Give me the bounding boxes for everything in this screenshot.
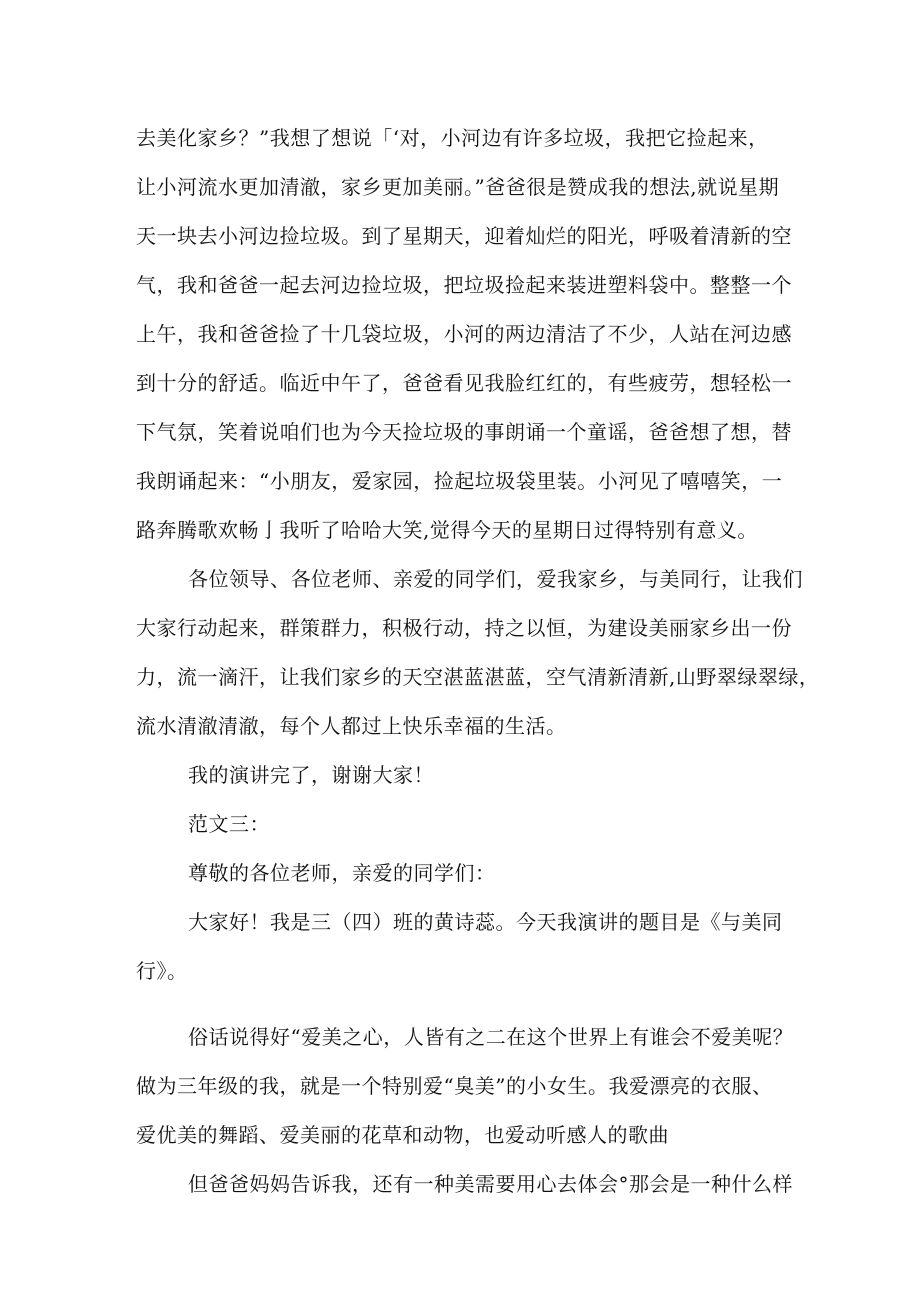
paragraph-start-line: 但爸爸妈妈告诉我，还有一种美需要用心去体会°那会是一种什么样	[188, 1172, 793, 1196]
text-line: 去美化家乡？”我想了想说「‘对，小河边有许多垃圾，我把它捡起来，	[136, 126, 769, 150]
text-line: 到十分的舒适。临近中午了，爸爸看见我脸红红的，有些疲劳，想轻松一	[136, 371, 792, 395]
text-line: 做为三年级的我，就是一个特别爱“臭美”的小女生。我爱漂亮的衣服、	[136, 1074, 773, 1098]
text-line: 天一块去小河边捡垃圾。到了星期天，迎着灿烂的阳光，呼吸着清新的空	[136, 224, 792, 248]
text-line: 让小河流水更加清澈，家乡更加美丽。”爸爸很是赞成我的想法,就说星期	[136, 175, 780, 199]
text-line: 上午，我和爸爸捡了十几袋垃圾，小河的两边清洁了不少，人站在河边感	[136, 322, 792, 346]
paragraph-start-line: 各位领导、各位老师、亲爱的同学们，爱我家乡，与美同行，让我们	[188, 567, 803, 591]
text-line: 大家行动起来，群策群力，积极行动，持之以恒，为建设美丽家乡出一份	[136, 616, 792, 640]
text-line: 下气氛，笑着说咱们也为今天捡垃圾的事朗诵一个童谣，爸爸想了想，替	[136, 420, 792, 444]
text-line: 行》。	[136, 959, 188, 983]
text-line: 力，流一滴汗，让我们家乡的天空湛蓝湛蓝，空气清新清新,山野翠绿翠绿，	[136, 665, 820, 689]
text-line: 流水清澈清澈，每个人都过上快乐幸福的生活。	[136, 714, 567, 738]
closing-line: 我的演讲完了，谢谢大家！	[188, 763, 434, 787]
text-line: 路奔腾歌欢畅亅我听了哈哈大笑,觉得今天的星期日过得特别有意义。	[136, 518, 758, 542]
text-line: 爱优美的舞蹈、爱美丽的花草和动物，也爱动听感人的歌曲	[136, 1123, 669, 1147]
text-line: 我朗诵起来：“小朋友，爱家园，捡起垃圾袋里装。小河见了嘻嘻笑，一	[136, 469, 783, 493]
salutation-line: 尊敬的各位老师，亲爱的同学们：	[188, 861, 496, 885]
paragraph-start-line: 大家好！我是三（四）班的黄诗蕊。今天我演讲的题目是《与美同	[188, 910, 783, 934]
section-heading: 范文三：	[188, 812, 270, 836]
text-line: 气，我和爸爸一起去河边捡垃圾，把垃圾捡起来装进塑料袋中。整整一个	[136, 273, 792, 297]
paragraph-start-line: 俗话说得好“爱美之心，人皆有之二在这个世界上有谁会不爱美呢？	[188, 1025, 794, 1049]
